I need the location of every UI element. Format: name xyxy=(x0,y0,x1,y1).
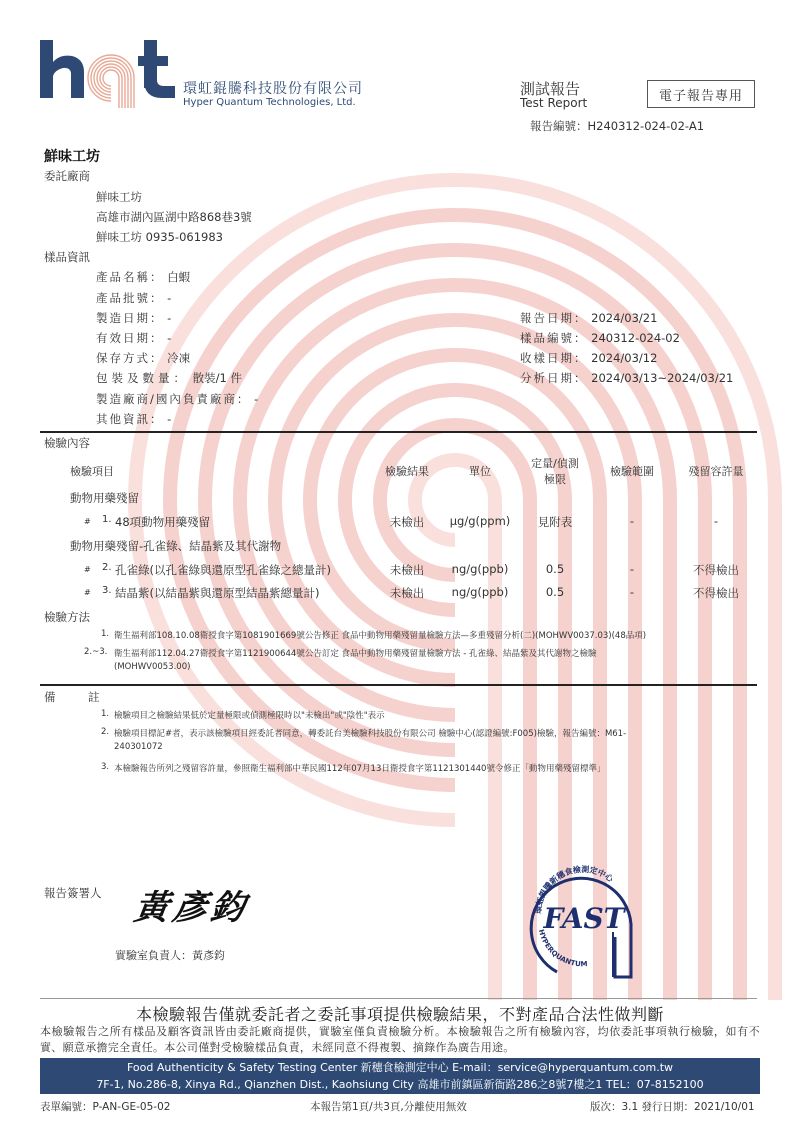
report-number-value: H240312-024-02-A1 xyxy=(587,119,705,133)
test-limit: 0.5 xyxy=(545,562,565,576)
sample-field-product-name: 產品名稱： 白蝦 xyxy=(96,270,191,284)
test-content-section-label: 檢驗內容 xyxy=(44,436,90,450)
version-info: 版次：3.1 發行日期：2021/10/01 xyxy=(590,1101,755,1113)
column-header-item: 檢驗項目 xyxy=(70,465,114,478)
column-header-mrl: 殘留容許量 xyxy=(688,465,744,478)
footer-line-2: 7F-1, No.286-8, Xinya Rd., Qianzhen Dist., Kaohsiung City 高雄市前鎮區新衙路286之8號7樓之1 TEL：07-8152100 xyxy=(96,1078,704,1091)
company-name-zh: 環虹錕騰科技股份有限公司 xyxy=(183,81,363,97)
e-report-badge: 電子報告專用 xyxy=(647,80,755,108)
fast-seal-icon xyxy=(527,862,642,982)
sample-info-section-label: 樣品資訊 xyxy=(44,250,90,264)
disclaimer-title: 本檢驗報告僅就委託者之委託事項提供檢驗結果，不對產品合法性做判斷 xyxy=(135,1005,664,1024)
report-field-analysis-date: 分析日期： 2024/03/13~2024/03/21 xyxy=(520,371,734,385)
footer-contact-band xyxy=(40,1058,760,1094)
sample-field-batch-no: 產品批號： - xyxy=(96,291,172,305)
column-header-range: 檢驗範圍 xyxy=(610,465,654,478)
test-result: 未檢出 xyxy=(389,563,425,577)
section-divider xyxy=(40,431,757,433)
methods-section-label: 檢驗方法 xyxy=(44,610,90,624)
test-range: - xyxy=(629,562,635,576)
test-limit: 見附表 xyxy=(537,515,573,529)
client-line: 鮮味工坊 xyxy=(96,190,142,204)
notes-label: 註 xyxy=(88,690,100,704)
test-result: 未檢出 xyxy=(389,586,425,600)
column-header-result: 檢驗結果 xyxy=(385,465,429,478)
report-number xyxy=(530,118,704,134)
svg-text:環虹錕騰新穗食檢測定中心: 環虹錕騰新穗食檢測定中心 xyxy=(533,864,615,915)
test-unit: ng/g(ppb) xyxy=(451,585,509,599)
test-limit: 0.5 xyxy=(545,585,565,599)
sample-field-other-info: 其他資訊： - xyxy=(96,412,172,426)
test-mrl: 不得檢出 xyxy=(693,586,739,600)
test-mrl: 不得檢出 xyxy=(693,563,739,577)
test-item-name: 孔雀綠(以孔雀綠與還原型孔雀綠之總量計) xyxy=(115,563,331,577)
test-result: 未檢出 xyxy=(389,515,425,529)
report-field-report-date: 報告日期： 2024/03/21 xyxy=(520,311,658,325)
signatory-label: 報告簽署人 xyxy=(44,886,102,900)
report-field-sample-no: 樣品編號： 240312-024-02 xyxy=(520,331,680,345)
sample-field-mfg-date: 製造日期： - xyxy=(96,311,172,325)
sample-field-packaging: 包裝及數量： 散裝/1 件 xyxy=(96,371,243,385)
client-contact: 鮮味工坊 0935-061983 xyxy=(96,230,223,244)
test-unit: µg/g(ppm) xyxy=(449,514,511,528)
client-title: 鮮味工坊 xyxy=(44,149,100,165)
signature-image: 黃彥鈞 xyxy=(131,888,252,928)
report-title-en: Test Report xyxy=(520,96,588,110)
test-mrl: - xyxy=(713,514,719,528)
report-field-received-date: 收樣日期： 2024/03/12 xyxy=(520,351,658,365)
form-number: 表單編號：P-AN-GE-05-02 xyxy=(40,1101,171,1113)
client-section-label: 委託廠商 xyxy=(44,169,90,183)
notes-label: 備 xyxy=(44,690,56,704)
report-title-zh: 測試報告 xyxy=(520,80,581,98)
column-header-unit: 單位 xyxy=(469,465,491,478)
disclaimer-body: 本檢驗報告之所有樣品及顧客資訊皆由委託廠商提供，實驗室僅負責檢驗分析。本檢驗報告之所有檢驗內容，均依委託事項執行檢驗，如有不實、願意承擔完全責任。本公司僅對受檢驗樣品負責，未經同意不得複製、摘錄作為廣告用途。 xyxy=(40,1025,760,1054)
signer-name: 實驗室負責人：黃彥鈞 xyxy=(115,949,225,962)
test-unit: ng/g(ppb) xyxy=(451,562,509,576)
column-header-limit: 定量/偵測 極限 xyxy=(531,457,579,486)
hqt-logo xyxy=(40,40,175,108)
test-item-name: 結晶紫(以結晶紫與還原型結晶紫總量計) xyxy=(115,586,320,600)
client-address: 高雄市湖內區湖中路868巷3號 xyxy=(96,210,252,224)
sample-field-storage: 保存方式： 冷凍 xyxy=(96,351,191,365)
test-range: - xyxy=(629,514,635,528)
disclaimer-divider xyxy=(40,998,757,999)
company-name-en: Hyper Quantum Technologies, Ltd. xyxy=(183,97,356,108)
test-group-title: 動物用藥殘留 xyxy=(70,491,139,505)
test-group-title: 動物用藥殘留-孔雀綠、結晶紫及其代謝物 xyxy=(70,539,282,553)
sample-field-manufacturer: 製造廠商/國內負責廠商： - xyxy=(96,392,259,406)
svg-text:FAST: FAST xyxy=(543,902,625,935)
sample-field-expiry-date: 有效日期： - xyxy=(96,331,172,345)
report-number-label: 報告編號： xyxy=(530,119,588,133)
test-range: - xyxy=(629,585,635,599)
footer-line-1: Food Authenticity & Safety Testing Center 新穗食檢測定中心 E-mail：service@hyperquantum.com.tw xyxy=(126,1061,674,1074)
svg-text:HYPERQUANTUM: HYPERQUANTUM xyxy=(536,928,588,969)
section-divider xyxy=(40,684,757,686)
test-item-name: 48項動物用藥殘留 xyxy=(115,515,211,529)
page-info: 本報告第1頁/共3頁,分離使用無效 xyxy=(310,1101,467,1113)
